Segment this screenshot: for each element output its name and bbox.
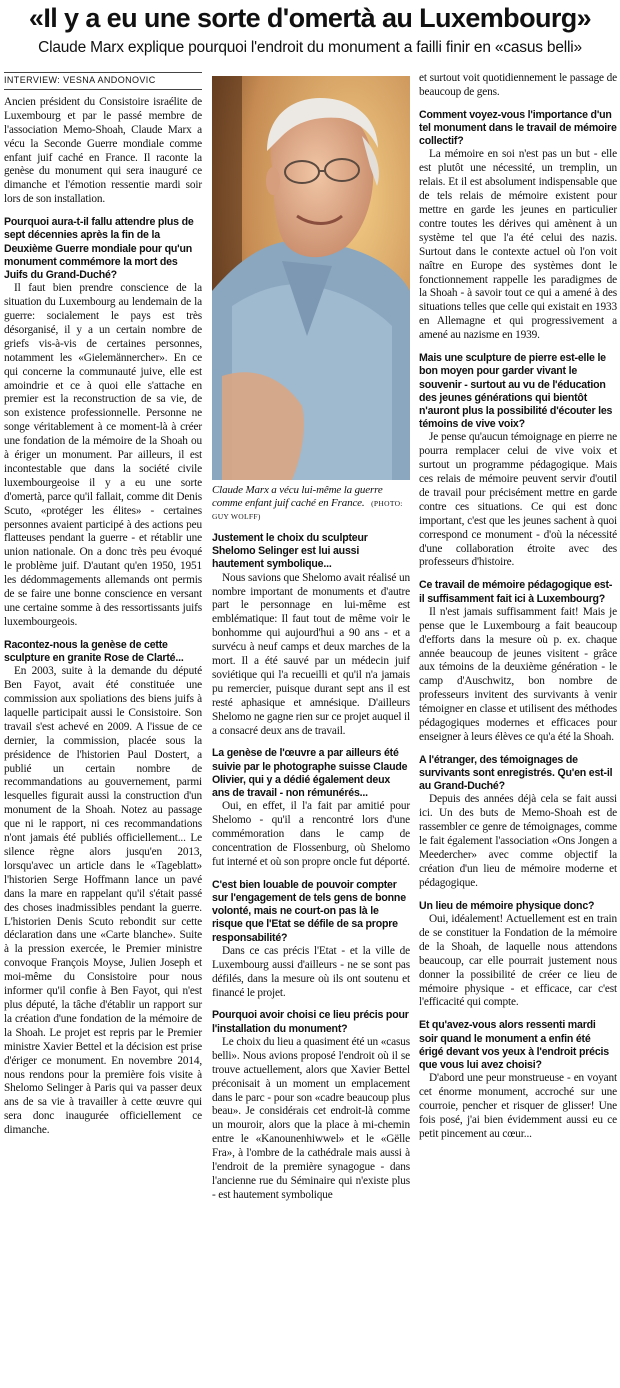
interview-question: Pourquoi aura-t-il fallu attendre plus de sept décennies après la fin de la Deuxième Guerre mondiale pour qu'un monument commémore la mort des Juifs du Grand-Duché? bbox=[4, 216, 194, 281]
intro-paragraph: Ancien président du Consistoire israélite de Luxembourg et par le passé membre de l'association Memo-Shoah, Claude Marx a vécu la Seconde Guerre mondiale comme enfant juif caché en France. Il raconte la genèse du monument qui sera inauguré ce dimanche et l'émotion ressentie mardi soir lors de son installation. bbox=[4, 95, 202, 206]
photo-credit: (PHOTO: GUY WOLFF) bbox=[212, 499, 403, 521]
interview-question: Racontez-nous la genèse de cette sculpture en granite Rose de Clarté... bbox=[4, 638, 184, 665]
interview-question: Et qu'avez-vous alors ressenti mardi soir quand le monument a enfin été érigé devant vos yeux à l'endroit précis que vous lui avez choisi? bbox=[419, 1019, 609, 1071]
interview-question: Justement le choix du sculpteur Shelomo Selinger est lui aussi hautement symbolique... bbox=[212, 532, 368, 571]
interview-question: La genèse de l'œuvre a par ailleurs été suivie par le photographe suisse Claude Olivier, qui y a dédié également deux ans de travail - non rémunérés... bbox=[212, 747, 408, 800]
answer-paragraph: Dans ce cas précis l'Etat - et la ville de Luxembourg aussi d'ailleurs - ne se sont pas défilés, dans la mesure où ils ont soutenu et financé le projet. bbox=[212, 944, 410, 999]
interview-question: Pourquoi avoir choisi ce lieu précis pour l'installation du monument? bbox=[212, 1009, 409, 1035]
answer-paragraph: Oui, en effet, il l'a fait par amitié pour Shelomo - qu'il a rencontré lors d'une commémoration dans le camp de concentration de Flossenburg, où Shelomo fut interné et où son propre oncle fut déporté. bbox=[212, 800, 410, 868]
interview-question: C'est bien louable de pouvoir compter sur l'engagement de tels gens de bonne volonté, mais ne court-on pas là le risque que l'Etat se défile de sa propre responsabilité? bbox=[212, 878, 406, 944]
answer-paragraph: La mémoire en soi n'est pas un but - elle est plutôt une nécessité, un tremplin, un relais. Et il est absolument indispensable que de tels relais de mémoire existent pour mettre en garde les jeunes en particulier contre toutes les dérives qui amènent à un système tel que l'a été celui des nazis. Surtout dans le contexte actuel où l'on voit naître en Europe des systèmes dont le fonctionnement rappelle les paradigmes de la Shoah - à savoir tout ce qui a amené à des situations telles que celle qui existait en 1933 en Allemagne et qui progressivement a amené au nazisme en 1939. bbox=[419, 148, 617, 342]
answer-paragraph: Je pense qu'aucun témoignage en pierre ne pourra remplacer celui de vive voix et surtout un programme pédagogique. Mais ces relais de mémoire peuvent servir d'outil de travail pour précisément mettre en garde contre ces situations. Ce qui est donc important, c'est que les jeunes sachent à quoi correspond ce monument - d'où la nécessité d'une collaboration étroite avec des professeurs d'histoire. bbox=[419, 431, 617, 569]
answer-paragraph: Nous savions que Shelomo avait réalisé un nombre important de monuments et d'autre part le personnage en lui-même est emblématique: Il faut tout de même voir le bonhomme qui aujourd'hui a 90 ans - et a survécu à neuf camps et deux marches de la mort. Il a été sauvé par un médecin juif soviétique qui l'a recueilli et qu'il n'a jamais pu remercier, puisque durant sept ans il est resté aphasique et amnésique. D'ailleurs Shelomo ne gagne rien sur ce projet auquel il a consacré deux ans de travail. bbox=[212, 571, 410, 737]
column-3-body bbox=[419, 72, 617, 1142]
answer-paragraph: et surtout voit quotidiennement le passage de beaucoup de gens. bbox=[419, 72, 617, 98]
caption-text: Claude Marx a vécu lui-même la guerre comme enfant juif caché en France. bbox=[212, 484, 383, 509]
interview-question: Mais une sculpture de pierre est-elle le bon moyen pour garder vivant le souvenir - surtout au vu de l'éducation des jeunes générations qui bientôt n'auront plus la possibilité d'écouter les témoins de vive voix? bbox=[419, 352, 613, 431]
column-2-body bbox=[212, 532, 410, 1203]
photo-caption bbox=[212, 484, 410, 523]
answer-paragraph: Il n'est jamais suffisamment fait! Mais je pense que le Luxembourg a fait beaucoup d'efforts dans la mesure où p. ex. chaque année beaucoup de jeunes visitent - grâce aux témoins de la deuxième génération - le camp d'Auschwitz, bon nombre de professeurs invitent des survivants à venir témoigner en classe et utilisent des méthodes pédagogiques modernes et efficaces pour enseigner à leurs élèves ce qu'a été la Shoah. bbox=[419, 605, 617, 743]
column-3 bbox=[419, 72, 617, 1142]
answer-paragraph: D'abord une peur monstrueuse - en voyant cet énorme monument, accroché sur une courroie, pencher et risquer de glisser! Une fois posé, j'ai bien évidemment aussi eu ce petit pincement au cœur... bbox=[419, 1072, 617, 1140]
portrait-photo bbox=[212, 76, 410, 480]
column-1-body bbox=[4, 96, 202, 1138]
deck-subtitle: Claude Marx explique pourquoi l'endroit du monument a failli finir en «casus belli» bbox=[38, 39, 582, 56]
answer-paragraph: Oui, idéalement! Actuellement est en train de se constituer la Fondation de la mémoire de la Shoah, de laquelle nous attendons beaucoup, car elle pourrait justement nous donner la possibilité de créer ce lieu de mémoire physique - et efficace, car c'est l'efficacité qui compte. bbox=[419, 913, 617, 1009]
answer-paragraph: Il faut bien prendre conscience de la situation du Luxembourg au lendemain de la guerre: socialement le pays est très désorganisé, il y a un certain nombre de griefs vis-à-vis de certaines personnes, notamment les «Gielemännercher». En ce qui concerne la communauté juive, elle est amoindrie et ce à quoi elle s'attache en premier est la reconstruction de sa vie, de son existence professionnelle. Personne ne songe véritablement à ce moment-là à créer une fondation de la mémoire de la Shoah ou à ériger un monument. Par ailleurs, il est incontestable que dans la société civile luxembourgeoise il y a eu une sorte d'omertà, parce qu'il fallait, comme dit Denis Scuto, «protéger les élites» - certaines personnes avaient participé à des actions peu flatteuses pendant la guerre - et rétablir une union nationale. On a donc très peu évoqué le problème juif. D'autant qu'en 1950, 1951 les dédommagements allemands ont permis de se faire une bonne conscience en versant une certaine somme à des ressortissants juifs luxembourgeois. bbox=[4, 282, 202, 628]
headline: «Il y a eu une sorte d'omertà au Luxembourg» bbox=[28, 3, 592, 33]
interview-question: A l'étranger, des témoignages de survivants sont enregistrés. Qu'en est-il au Grand-Duché? bbox=[419, 753, 613, 793]
byline: INTERVIEW: VESNA ANDONOVIC bbox=[4, 72, 202, 90]
answer-paragraph: Depuis des années déjà cela se fait aussi ici. Un des buts de Memo-Shoah est de rassembler ce genre de témoignages, comme le fait également l'association «Ons Jongen a Meedercher» avec comme objectif la création d'un lieu de mémoire moderne et pédagogique. bbox=[419, 793, 617, 889]
column-2 bbox=[212, 72, 410, 1203]
portrait-illustration bbox=[212, 76, 410, 480]
answer-paragraph: Le choix du lieu a quasiment été un «casus belli». Nous avions proposé l'endroit où il se trouve actuellement, alors que Xavier Bettel préconisait à un moment un emplacement dans le parc - pour son «cadre beaucoup plus beau». Je considérais cet endroit-là comme un mouroir, alors que la place à mi-chemin entre le «Kanounenhiwwel» et le «Gëlle Fra», à l'ombre de la cathédrale mais aussi à l'endroit de la première synagogue - dans l'ancienne rue du Séminaire qui n'existe plus - est hautement symbolique bbox=[212, 1035, 410, 1201]
column-1 bbox=[4, 72, 202, 1138]
interview-question: Un lieu de mémoire physique donc? bbox=[419, 899, 595, 912]
interview-question: Comment voyez-vous l'importance d'un tel monument dans le travail de mémoire collectif? bbox=[419, 108, 617, 148]
interview-question: Ce travail de mémoire pédagogique est-il suffisamment fait ici à Luxembourg? bbox=[419, 579, 613, 605]
answer-paragraph: En 2003, suite à la demande du député Ben Fayot, avait été constituée une commission aux spoliations des biens juifs à laquelle participait aussi le Consistoire. Son travail s'est achevé en 2009. A l'issue de ce dernier, la commission, placée sous la présidence de l'historien Paul Dostert, a publié un certain nombre de recommandations au gouvernement, parmi lesquelles figurait aussi la construction d'un monument de la Shoah. Notez au passage que ni le rapport, ni ces recommandations n'ont jamais été publiés officiellement... Le silence règne alors jusqu'en 2013, lorsqu'avec un article dans le «Tageblatt» l'historien Serge Hoffmann lance un pavé dans la mare en rappelant qu'il s'était passé des choses inadmissibles pendant la guerre. L'historien Denis Scuto rebondit sur cette déclaration dans une «Carte blanche». Suite à la pression exercée, le Premier ministre convoque François Moyse, Julien Joseph et moi-même du Consistoire pour nous informer qu'il confie à Ben Fayot, qui n'est plus député, la tâche d'établir un rapport sur la création d'une fondation de la mémoire de la Shoah. Le projet est repris par le Premier ministre Xavier Bettel et la décision est prise d'ériger ce monument. En novembre 2014, nous rendons pour la première fois visite à Shelomo Selinger à Paris qui va passer deux ans de sa vie à travailler à cette œuvre qui sera donc inaugurée officiellement ce dimanche. bbox=[4, 665, 202, 1137]
